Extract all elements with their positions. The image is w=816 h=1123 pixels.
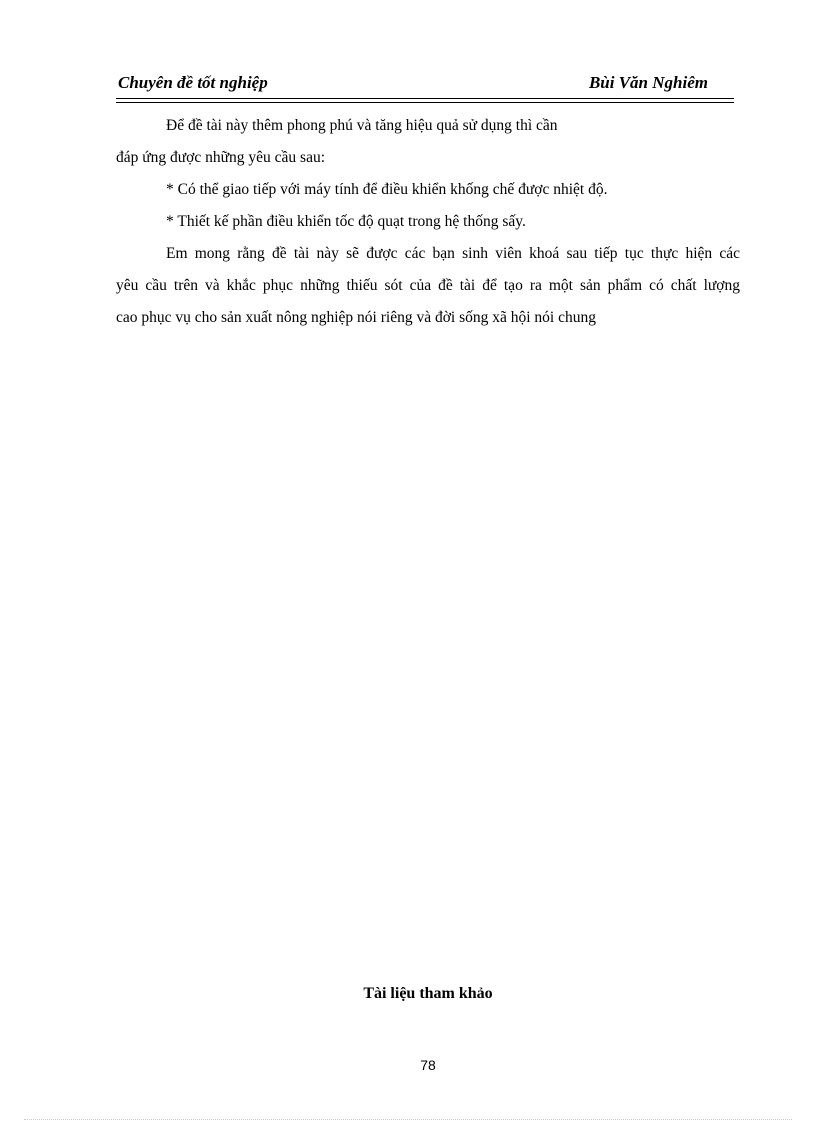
paragraph-line: đáp ứng được những yêu cầu sau: (116, 149, 326, 166)
header-author-name: Bùi Văn Nghiêm (588, 73, 708, 92)
bullet-item: * Thiết kế phần điều khiển tốc độ quạt trong hệ thống sấy. (166, 213, 526, 230)
paragraph-line: cao phục vụ cho sản xuất nông nghiệp nói riêng và đời sống xã hội nói chung (116, 309, 596, 326)
references-heading: Tài liệu tham khảo (363, 985, 493, 1002)
header-rule-top (116, 98, 734, 99)
header-rule-bottom (116, 102, 734, 103)
bullet-item: * Có thể giao tiếp với máy tính để điều khiển khống chế được nhiệt độ. (166, 181, 608, 198)
paragraph-line: yêu cầu trên và khắc phục những thiếu sót của đề tài để tạo ra một sản phẩm có chất lượng (116, 277, 740, 294)
paragraph-line: Em mong rằng đề tài này sẽ được các bạn sinh viên khoá sau tiếp tục thực hiện các (166, 245, 740, 262)
page-number: 78 (420, 1057, 436, 1073)
page-bottom-border (24, 1119, 792, 1120)
header-document-title: Chuyên đề tốt nghiệp (118, 73, 268, 92)
page-header (116, 72, 734, 94)
paragraph-line: Để đề tài này thêm phong phú và tăng hiệu quả sử dụng thì cần (166, 117, 558, 134)
